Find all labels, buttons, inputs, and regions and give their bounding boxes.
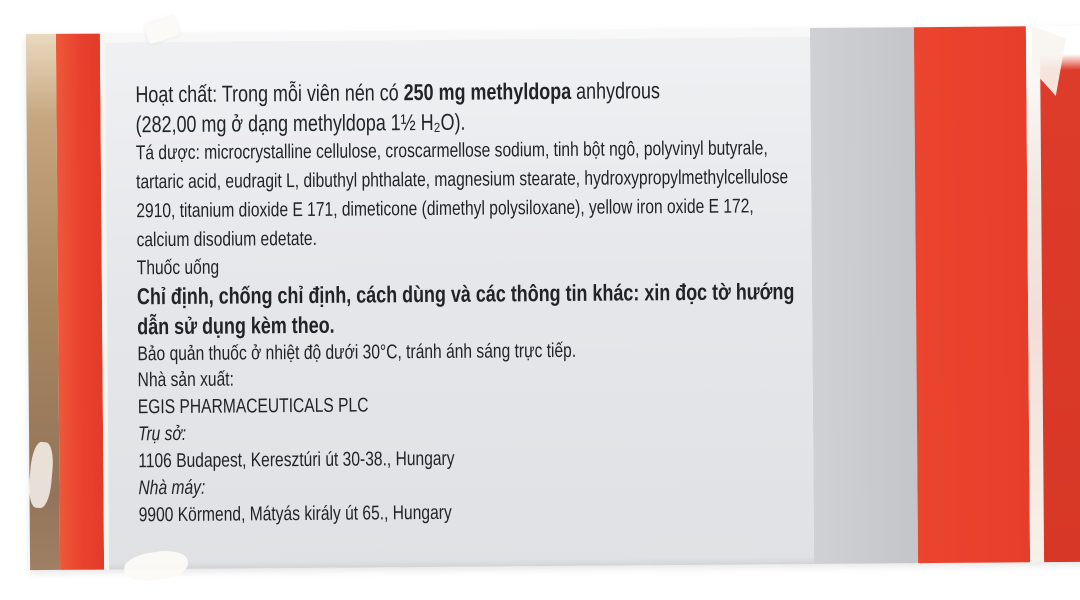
dose-strength: 250 mg methyldopa: [403, 77, 572, 106]
manufacturer-heading: Nhà sản xuất:: [137, 368, 234, 392]
right-red-accent-stripe: [914, 26, 1030, 563]
active-ingredient-paragraph: [135, 74, 806, 139]
active-ingredient-prefix: Hoạt chất: Trong mỗi viên nén có: [135, 79, 399, 108]
medicine-box: [26, 26, 1080, 570]
excipients-paragraph: Tá dược: microcrystalline cellulose, croscarmellose sodium, tinh bột ngô, polyvinyl butyrale, tartaric acid, eudragit L, dibuthyl phthalate, magnesium stearate, hydroxypropylmethylcellulose 2910, titanium dioxide E 171, dimeticone (dimethyl polysiloxane), yellow iron oxide E 172, calcium disodium edetate.: [135, 137, 789, 252]
head-office-line: [138, 416, 809, 475]
box-right-side-face: [1040, 26, 1080, 562]
head-office-address: 1106 Budapest, Keresztúri út 30-38., Hungary: [138, 447, 455, 473]
plant-address: 9900 Körmend, Mátyás király út 65., Hungary: [138, 501, 452, 527]
storage-conditions: Bảo quản thuốc ở nhiệt độ dưới 30°C, tránh ánh sáng trực tiếp.: [137, 339, 577, 366]
box-front-face: [105, 28, 814, 570]
manufacturer-block: [138, 362, 810, 529]
instructions-notice: Chỉ định, chống chỉ định, cách dùng và các thông tin khác: xin đọc tờ hướng dẫn sử dụng kèm theo.: [136, 278, 795, 340]
manufacturer-name: EGIS PHARMACEUTICALS PLC: [137, 394, 369, 419]
hydrate-equivalent-line: (282,00 mg ở dạng methyldopa 1½ H₂O).: [135, 108, 466, 138]
route-of-administration: Thuốc uống: [136, 256, 220, 280]
label-text-block: [135, 74, 809, 529]
plant-line: [138, 470, 809, 529]
plant-label: Nhà máy:: [138, 476, 206, 500]
head-office-label: Trụ sở:: [137, 422, 187, 446]
right-gray-stripe: [810, 27, 918, 564]
left-red-accent-stripe: [56, 34, 104, 570]
active-ingredient-suffix: anhydrous: [576, 77, 660, 104]
